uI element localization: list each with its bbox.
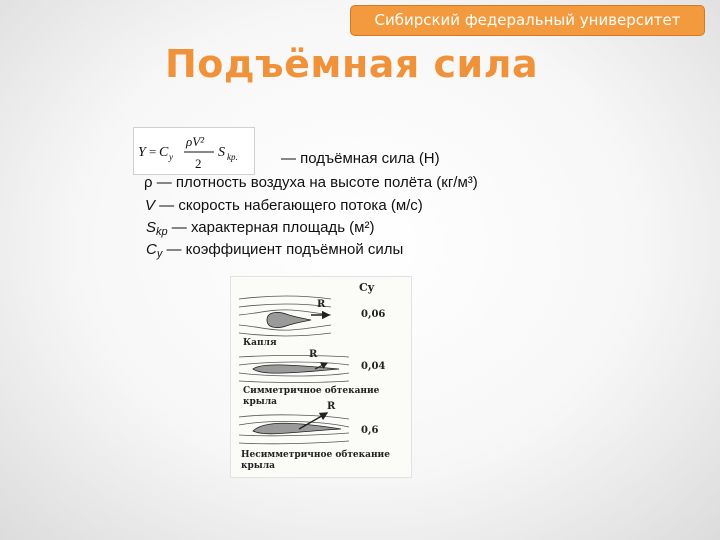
caption-drop: Капля (243, 338, 277, 348)
caption-symmetric-line1: Симметричное обтекание (243, 386, 380, 396)
definition-area (146, 219, 374, 238)
university-badge: Сибирский федеральный университет (350, 5, 705, 36)
definition-subscript: y (156, 248, 163, 260)
cy-header: Cy (359, 281, 375, 294)
cy-value-drop: 0,06 (361, 309, 386, 320)
slide-title: Подъёмная сила (165, 42, 539, 86)
definition-density (144, 174, 478, 191)
definition-text: — скорость набегающего потока (м/с) (155, 197, 423, 214)
definition-text: — характерная площадь (м²) (167, 219, 375, 236)
formula-area-sub: kp. (227, 152, 238, 162)
force-label: R (317, 299, 326, 310)
formula-coef: C (159, 145, 169, 160)
asymmetric-wing-shape (253, 423, 341, 434)
lift-formula (133, 127, 255, 175)
airflow-figure (230, 276, 412, 478)
definition-coefficient (146, 241, 403, 260)
definition-text: — коэффициент подъёмной силы (162, 241, 404, 258)
formula-lhs: Y (138, 145, 146, 160)
formula-equals: = (149, 144, 157, 159)
caption-asymmetric-line1: Несимметричное обтекание (241, 450, 390, 460)
symmetric-wing-shape (253, 365, 339, 373)
definition-symbol: V (145, 197, 156, 214)
formula-numerator: ρV² (186, 134, 205, 149)
definition-velocity (145, 197, 423, 214)
definition-lift (281, 150, 440, 167)
force-label: R (327, 401, 336, 412)
definition-text: — подъёмная сила (Н) (281, 150, 440, 167)
definition-symbol: C (146, 241, 157, 258)
formula-area: S (218, 145, 225, 160)
drop-shape (267, 312, 311, 327)
definition-symbol: S (146, 219, 157, 236)
formula-denominator: 2 (195, 156, 202, 171)
force-label: R (309, 349, 318, 360)
formula-coef-sub: y (169, 152, 173, 162)
definition-subscript: kp (156, 226, 168, 238)
caption-symmetric-line2: крыла (243, 397, 277, 407)
cy-value-symmetric: 0,04 (361, 361, 386, 372)
definition-text: ρ — плотность воздуха на высоте полёта (кг/м³) (144, 174, 478, 191)
caption-asymmetric-line2: крыла (241, 461, 275, 471)
cy-value-asymmetric: 0,6 (361, 425, 379, 436)
